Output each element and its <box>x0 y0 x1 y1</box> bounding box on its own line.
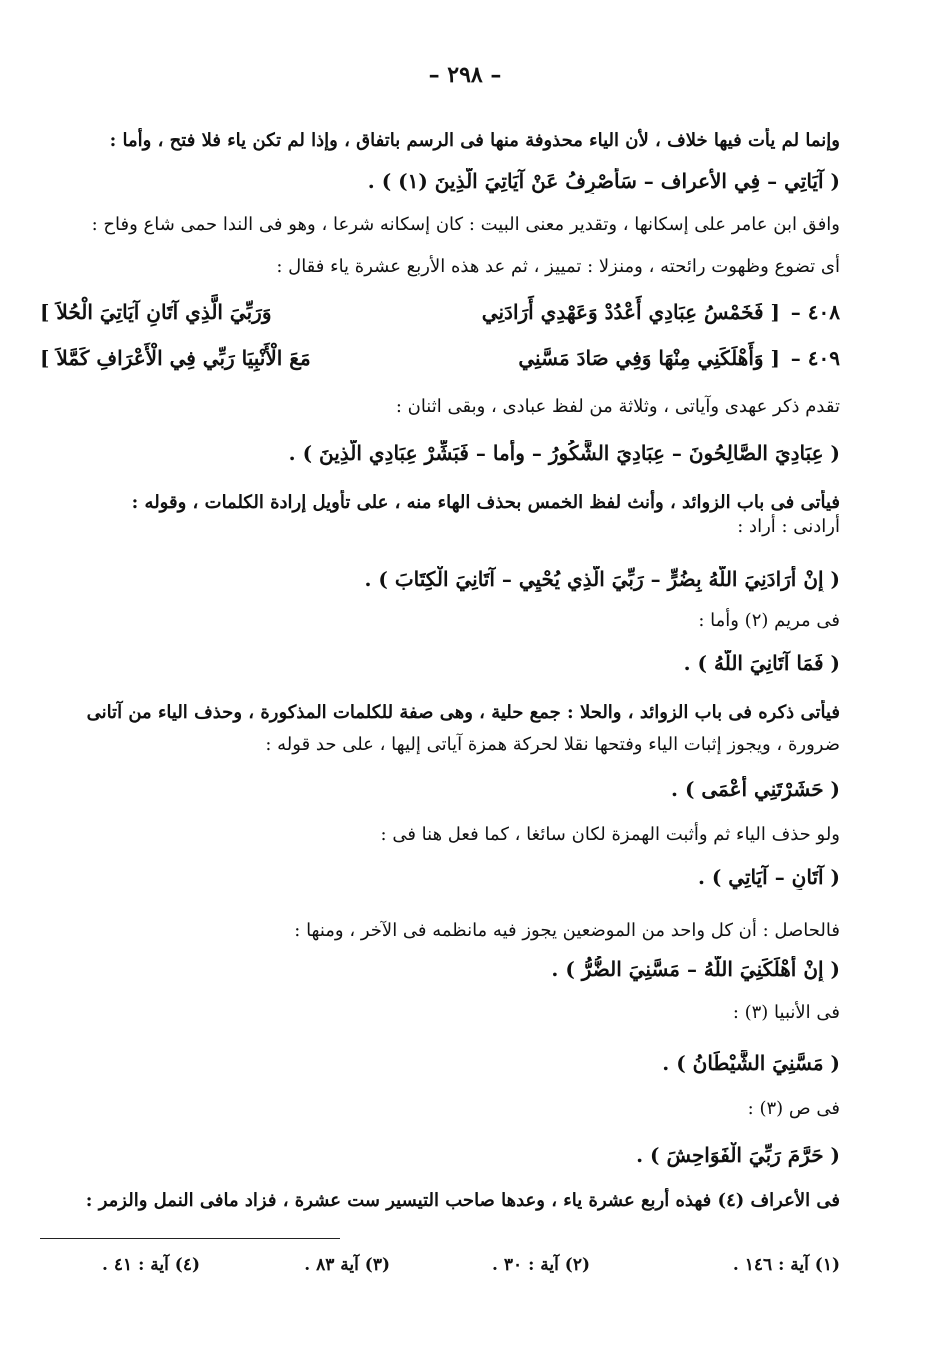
text-line: فى الأعراف (٤) فهذه أربع عشرة ياء ، وعدها صاحب التيسير ست عشرة ، فزاد مافى النمل والزمر : <box>85 1190 840 1211</box>
quran-quote: ( حَرَّمَ رَبِّيَ الْفَوَاحِشَ ) . <box>636 1143 840 1167</box>
text-line: فالحاصل : أن كل واحد من الموضعين يجوز فيه مانظمه فى الآخر ، ومنها : <box>294 920 840 941</box>
text-line: تقدم ذكر عهدى وآياتى ، وثلاثة من لفظ عبادى ، وبقى اثنان : <box>395 396 840 417</box>
verse-second-half: وَرَبِّيَ الَّذِي آتَانِ آيَاتِيَ الْحُلاَ ] <box>40 300 272 324</box>
quran-quote: ( إِنْ أَرَادَنِيَ اللَّهُ بِضُرٍّ – رَبِّيَ الَّذِي يُحْيِي – آتَانِيَ الْكِتَابَ ) . <box>364 567 840 591</box>
text-line: أى تضوع وظهوت رائحته ، ومنزلا : تمييز ، ثم عد هذه الأربع عشرة ياء فقال : <box>276 256 840 277</box>
footnote-divider <box>40 1238 340 1239</box>
footnote: (١) آية : ١٤٦ . <box>732 1255 840 1275</box>
footnotes <box>40 1255 840 1281</box>
text-line: ولو حذف الياء ثم وأثبت الهمزة لكان سائغا ، كما فعل هنا فى : <box>380 824 840 845</box>
quran-quote: ( إِنْ أَهْلَكَنِيَ اللَّهُ – مَسَّنِيَ الضُّرُّ ) . <box>551 957 840 981</box>
footnote: (٤) آية : ٤١ . <box>102 1255 200 1275</box>
verse-first-half: [ فَخَمْسُ عِبَادِي أَعْدُدْ وَعَهْدِي أَرَادَنِي <box>481 300 780 324</box>
verse-second-half: مَعَ الْأَنْبِيَا رَبِّي فِي الْأَعْرَافِ كَمَّلاَ ] <box>40 346 311 370</box>
footnote: (٣) آية ٨٣ . <box>304 1255 390 1275</box>
text-line: ضرورة ، ويجوز إثبات الياء وفتحها نقلا لحركة همزة آياتى إليها ، على حد قوله : <box>265 734 840 755</box>
footnote: (٢) آية : ٣٠ . <box>492 1255 590 1275</box>
text-line: فيأتى ذكره فى باب الزوائد ، والحلا : جمع حلية ، وهى صفة للكلمات المذكورة ، وحذف الياء من آتانى <box>86 702 840 723</box>
poem-verse <box>40 300 840 330</box>
quran-quote: ( آتَانِ – آيَاتِي ) . <box>697 865 840 889</box>
poem-verse <box>40 346 840 376</box>
text-line: فى الأنبيا (٣) : <box>732 1002 840 1023</box>
text-line: فيأتى فى باب الزوائد ، وأنث لفظ الخمس بحذف الهاء منه ، على تأويل إرادة الكلمات ، وقوله : <box>131 492 840 513</box>
text-line: وافق ابن عامر على إسكانها ، وتقدير معنى البيت : كان إسكانه شرعا ، وهو فى الندا حمى شاع وفاح : <box>91 214 840 235</box>
verse-number: ٤٠٩ – <box>790 346 840 370</box>
page-number: – ٢٩٨ – <box>428 62 502 88</box>
text-line: أرادنى : أراد : <box>737 516 840 537</box>
quran-quote: ( حَشَرْتَنِي أَعْمَى ) . <box>671 777 840 801</box>
verse-first-half: [ وَأَهْلَكَنِي مِنْهَا وَفِي صَادَ مَسَّنِي <box>518 346 780 370</box>
text-line: وإنما لم يأت فيها خلاف ، لأن الياء محذوفة منها فى الرسم باتفاق ، وإذا لم تكن ياء فلا فتح ، وأما : <box>109 130 840 151</box>
text-line: فى مريم (٢) وأما : <box>698 610 840 631</box>
quran-quote: ( فَمَا آتَانِيَ اللَّهُ ) . <box>683 651 840 675</box>
verse-number: ٤٠٨ – <box>790 300 840 324</box>
quran-quote: ( عِبَادِيَ الصَّالِحُونَ – عِبَادِيَ الشَّكُورُ – وأما – فَبَشِّرْ عِبَادِي الَّذِينَ ) . <box>288 441 840 465</box>
quran-quote: ( آيَاتِي – فِي الأعراف – سَأَصْرِفُ عَنْ آيَاتِيَ الَّذِينَ (١) ) . <box>367 169 840 193</box>
quran-quote: ( مَسَّنِيَ الشَّيْطَانُ ) . <box>662 1051 840 1075</box>
text-line: فى ص (٣) : <box>747 1098 840 1119</box>
